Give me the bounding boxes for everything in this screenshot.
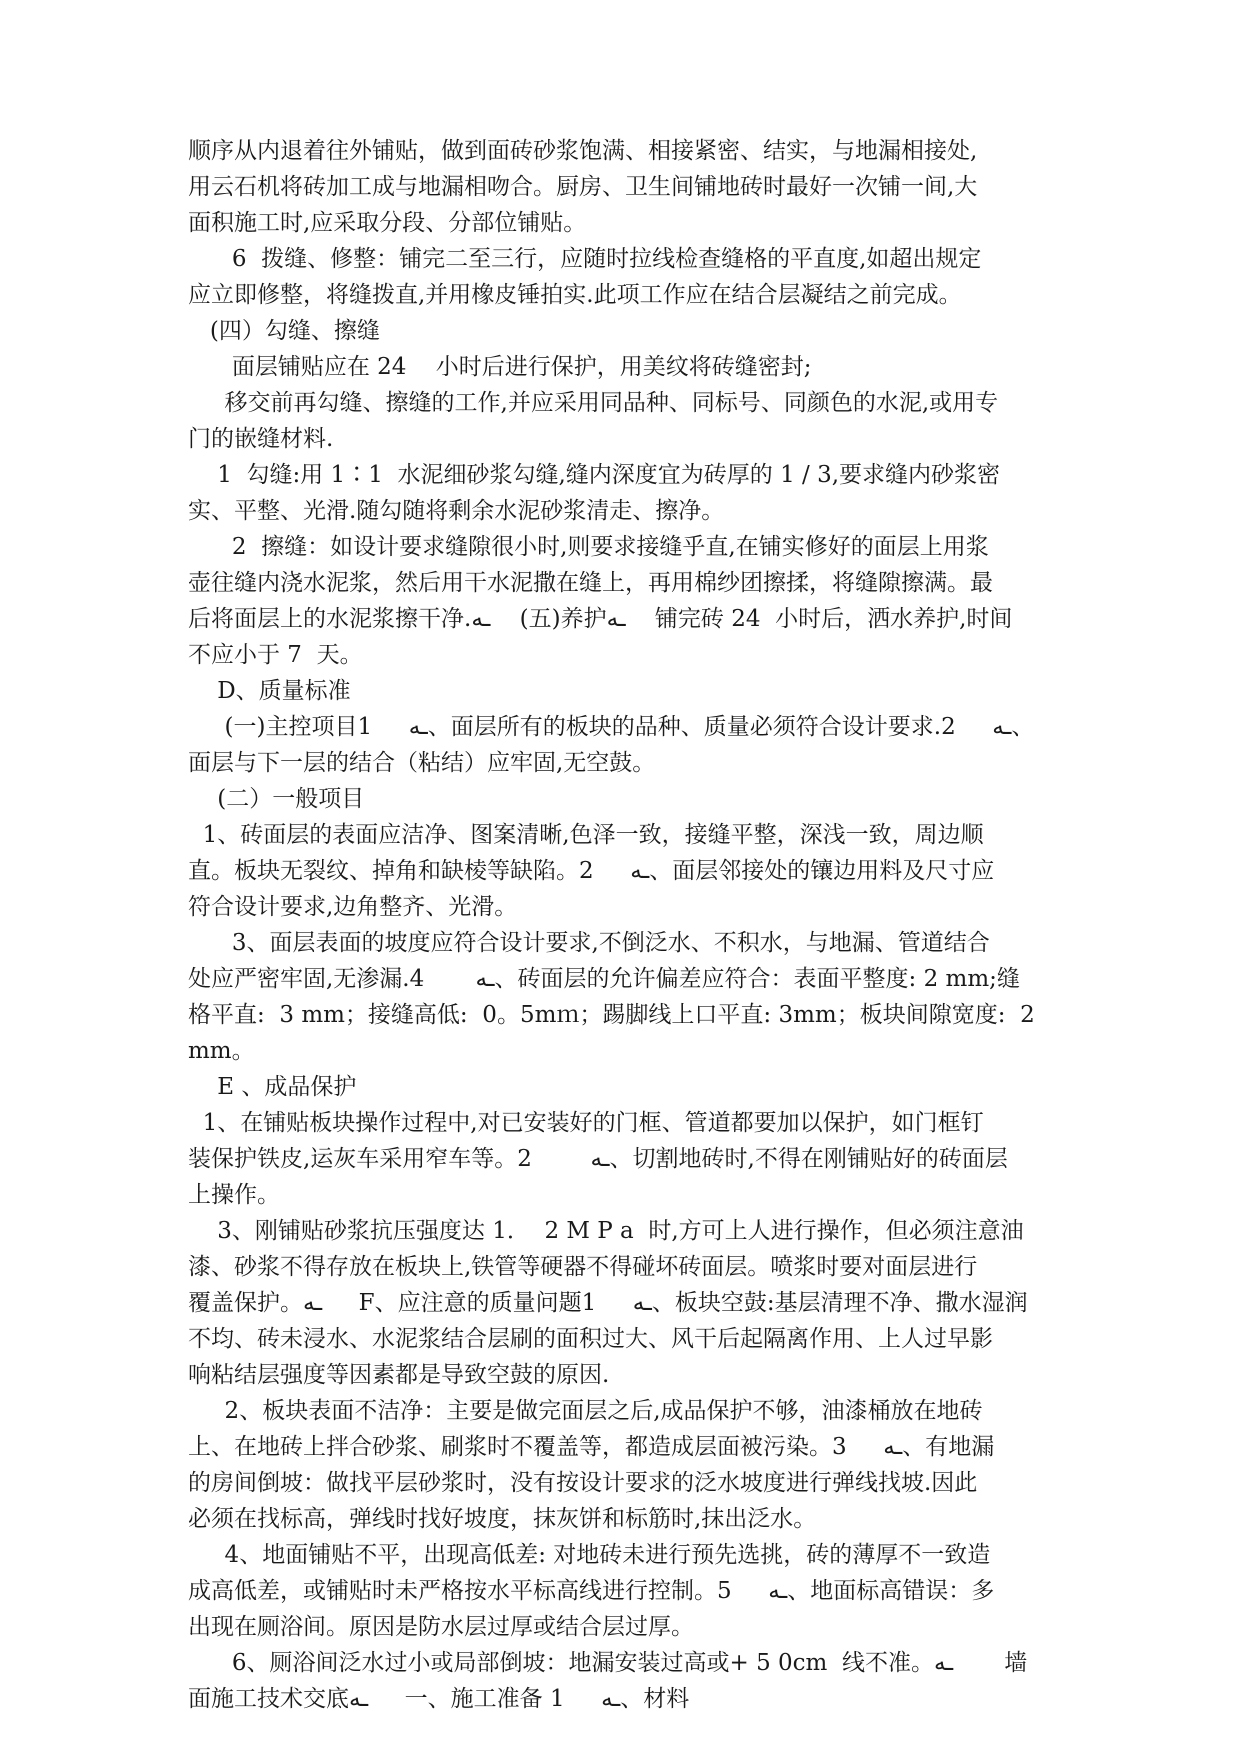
text-line: 不应小于 7 天。 [188,642,363,668]
text-line: 上操作。 [188,1182,280,1208]
text-line: 漆、砂浆不得存放在板块上,铁管等硬器不得碰坏砖面层。喷浆时要对面层进行 [188,1254,978,1280]
text-line: 3、面层表面的坡度应符合设计要求,不倒泛水、不积水，与地漏、管道结合 [188,930,990,956]
text-line: 上、在地砖上拌合砂浆、刷浆时不覆盖等，都造成层面被污染。3 ـه、有地漏 [188,1434,995,1460]
text-line: 1、在铺贴板块操作过程中,对已安装好的门框、管道都要加以保护，如门框钉 [188,1110,984,1136]
text-line: 装保护铁皮,运灰车采用窄车等。2 ـه、切割地砖时,不得在刚铺贴好的砖面层 [188,1146,1008,1172]
section-heading: (二）一般项目 [188,786,365,812]
text-line: 后将面层上的水泥浆擦干净.ـه (五)养护ـه 铺完砖 24 小时后，洒水养护,时间 [188,606,1013,632]
text-line: 成高低差，或铺贴时未严格按水平标高线进行控制。5 ـه、地面标高错误：多 [188,1578,995,1604]
text-line: 不均、砖未浸水、水泥浆结合层刷的面积过大、风干后起隔离作用、上人过早影 [188,1326,993,1352]
text-line: 处应严密牢固,无渗漏.4 ـه、砖面层的允许偏差应符合：表面平整度: 2 mm;缝 [188,966,1020,992]
text-line: 应立即修整，将缝拨直,并用橡皮锤拍实.此项工作应在结合层凝结之前完成。 [188,282,962,308]
text-line: 1、砖面层的表面应洁净、图案清晰,色泽一致，接缝平整，深浅一致，周边顺 [188,822,984,848]
text-line: 壶往缝内浇水泥浆，然后用干水泥撒在缝上，再用棉纱团擦揉，将缝隙擦满。最 [188,570,993,596]
text-line: 响粘结层强度等因素都是导致空鼓的原因. [188,1362,610,1388]
text-line: 2、板块表面不洁净：主要是做完面层之后,成品保护不够，油漆桶放在地砖 [188,1398,983,1424]
text-line: 格平直: 3 mm；接缝高低: 0。5mｍ；踢脚线上口平直: 3mm；板块间隙宽度: 2 [188,1002,1035,1028]
text-line: 门的嵌缝材料. [188,426,334,452]
text-line: 3、刚铺贴砂浆抗压强度达 1． 2 M P a 时,方可上人进行操作，但必须注意油 [188,1218,1024,1244]
text-line: mm。 [188,1038,255,1064]
text-line: 的房间倒坡：做找平层砂浆时，没有按设计要求的泛水坡度进行弹线找坡.因此 [188,1470,978,1496]
text-line: 实、平整、光滑.随勾随将剩余水泥砂浆清走、擦净。 [188,498,725,524]
text-line: 1 勾缝:用 1∶1 水泥细砂浆勾缝,缝内深度宜为砖厚的 1 / 3,要求缝内砂浆密 [188,462,1001,488]
text-line: 移交前再勾缝、擦缝的工作,并应采用同品种、同标号、同颜色的水泥,或用专 [188,390,999,416]
text-line: 必须在找标高，弹线时找好坡度，抹灰饼和标筋时,抹出泛水。 [188,1506,817,1532]
text-line: 面层铺贴应在 24 小时后进行保护，用美纹将砖缝密封; [188,354,812,380]
text-line: 直。板块无裂纹、掉角和缺棱等缺陷。2 ـه、面层邻接处的镶边用料及尺寸应 [188,858,995,884]
text-line: 面层与下一层的结合（粘结）应牢固,无空鼓。 [188,750,656,776]
text-line: 4、地面铺贴不平，出现高低差: 对地砖未进行预先选挑，砖的薄厚不一致造 [188,1542,991,1568]
text-line: (一)主控项目1 ـه、面层所有的板块的品种、质量必须符合设计要求.2 ـه、 [188,714,1035,740]
text-line: 2 擦缝：如设计要求缝隙很小时,则要求接缝乎直,在铺实修好的面层上用浆 [188,534,989,560]
text-line: 用云石机将砖加工成与地漏相吻合。厨房、卫生间铺地砖时最好一次铺一间,大 [188,174,978,200]
text-line: 6、厕浴间泛水过小或局部倒坡：地漏安装过高或+ 5 0cm 线不准。ـه 墙 [188,1650,1028,1676]
text-line: 出现在厕浴间。原因是防水层过厚或结合层过厚。 [188,1614,694,1640]
text-line: 覆盖保护。ـه F、应注意的质量问题1 ـه、板块空鼓:基层清理不净、撒水湿润 [188,1290,1028,1316]
text-line: 面积施工时,应采取分段、分部位铺贴。 [188,210,587,236]
text-line: 符合设计要求,边角整齐、光滑。 [188,894,518,920]
text-line: 顺序从内退着往外铺贴，做到面砖砂浆饱满、相接紧密、结实，与地漏相接处, [188,138,978,164]
text-line: 面施工技术交底ـه 一、施工准备 1 ـه、材料 [188,1686,690,1712]
text-line: 6 拨缝、修整：铺完二至三行，应随时拉线检查缝格的平直度,如超出规定 [188,246,982,272]
section-heading: E 、成品保护 [188,1074,357,1100]
section-heading: (四）勾缝、擦缝 [188,318,380,344]
section-heading: D、质量标准 [188,678,351,704]
